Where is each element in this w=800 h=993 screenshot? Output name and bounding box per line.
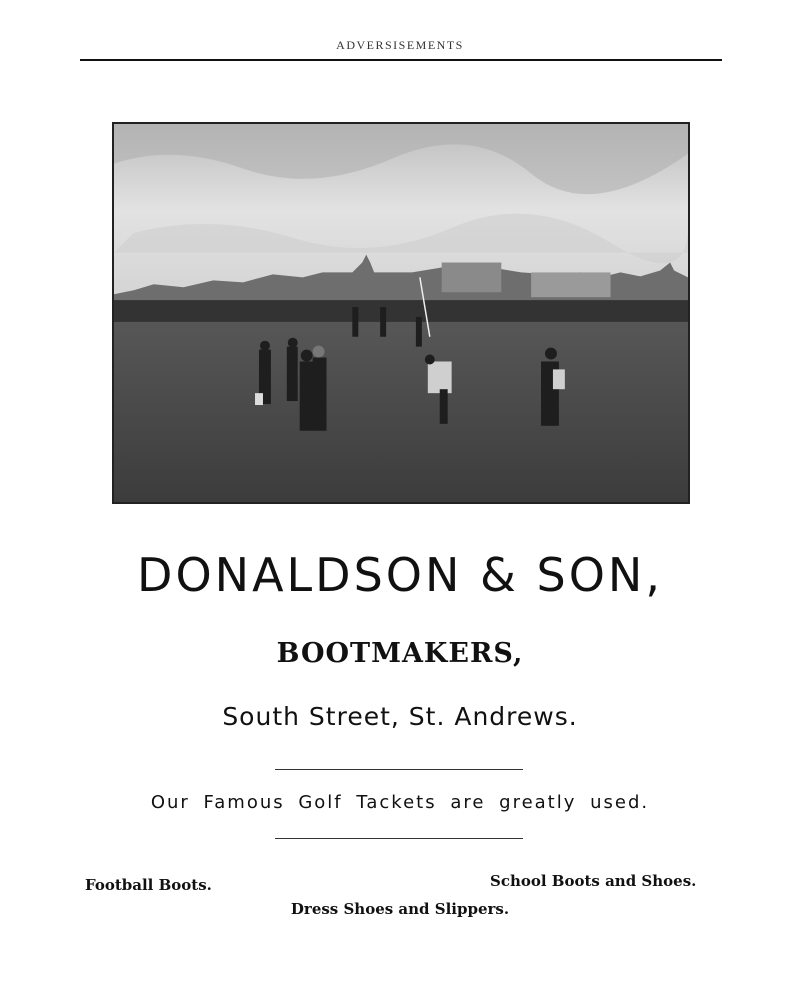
town-buildings-2 (531, 272, 610, 297)
firm-name: DONALDSON & SON, (137, 548, 663, 602)
photo-illustration (114, 124, 688, 502)
address: South Street, St. Andrews. (222, 702, 578, 731)
tagline: Our Famous Golf Tackets are greatly used. (150, 792, 650, 813)
town-buildings (442, 263, 502, 293)
product-football-boots: Football Boots. (85, 876, 212, 894)
rough-band (114, 300, 688, 322)
fairway (114, 300, 688, 502)
product-school-boots: School Boots and Shoes. (490, 872, 697, 890)
divider-rule (275, 769, 523, 770)
trade-title: BOOTMAKERS, (276, 638, 524, 669)
golf-course-photograph (112, 122, 690, 504)
product-dress-shoes: Dress Shoes and Slippers. (290, 900, 510, 918)
header-rule (80, 59, 722, 61)
divider-rule (275, 838, 523, 839)
running-header: ADVERSISEMENTS (336, 38, 464, 52)
